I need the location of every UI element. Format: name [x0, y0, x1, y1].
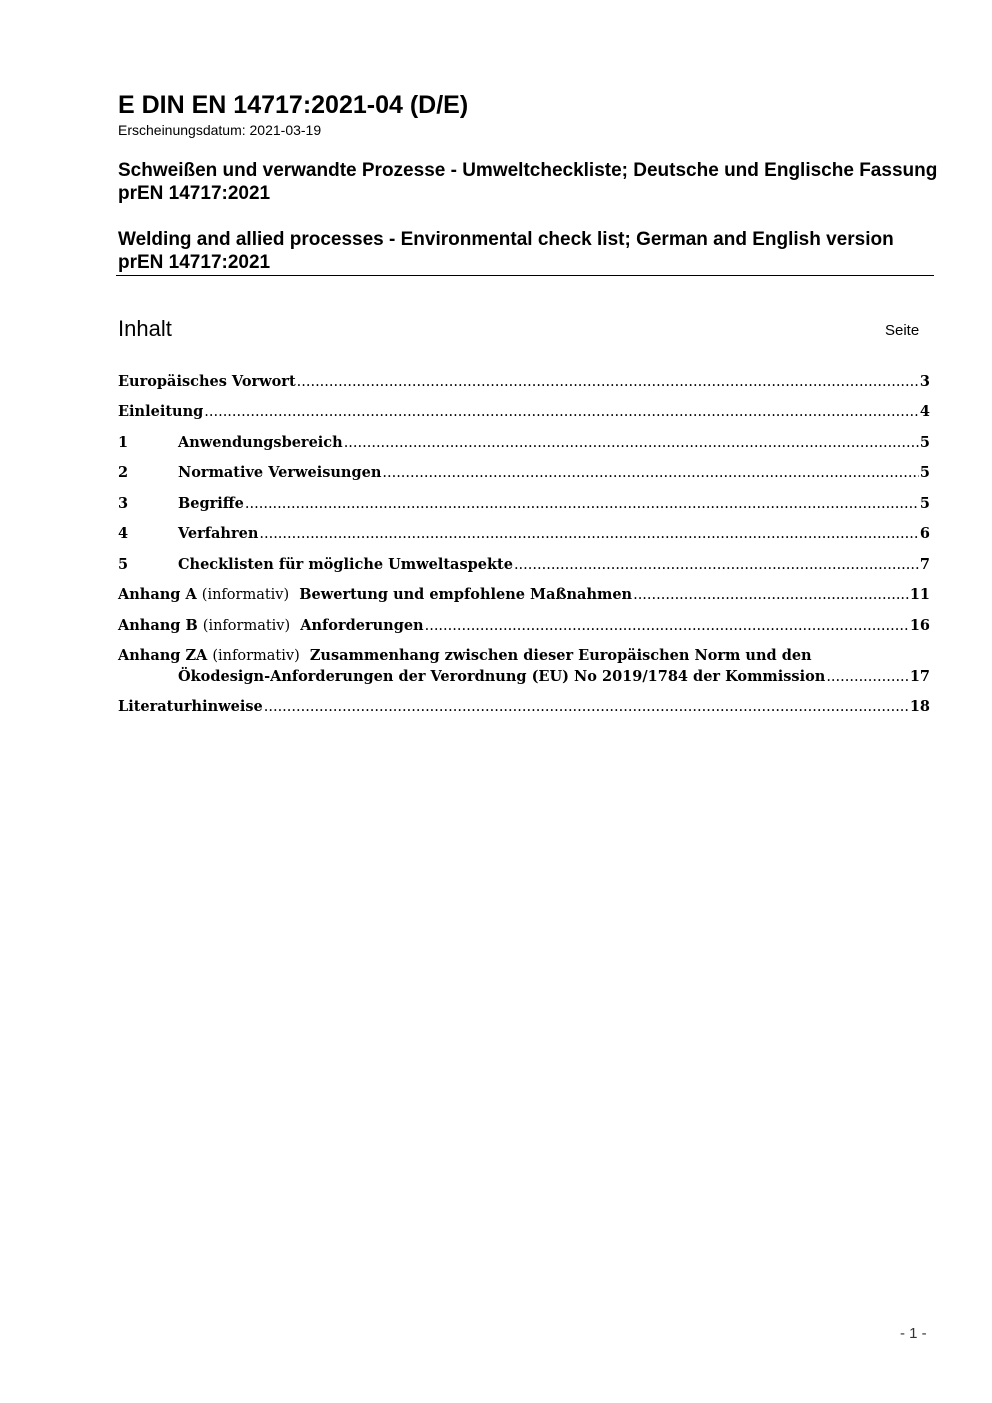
toc-entry-procedure[interactable] [118, 524, 930, 544]
toc-entry-page: 5 [919, 464, 930, 481]
toc-entry-number: 4 [118, 525, 129, 542]
toc-entry-normative-references[interactable] [118, 463, 930, 483]
toc-entry-text: Normative Verweisungen [178, 464, 382, 481]
toc-entry-number: 3 [118, 495, 129, 512]
toc-heading: Inhalt [118, 316, 172, 341]
header-divider [116, 275, 934, 276]
toc-entry-text: Verfahren [178, 525, 259, 542]
page-number: - 1 - [900, 1325, 927, 1342]
toc-entry-foreword[interactable] [118, 372, 930, 392]
toc-leader-dots [204, 402, 919, 422]
toc-leader-dots [633, 585, 909, 605]
toc-entry-page: 7 [919, 556, 930, 573]
toc-entry-number: 1 [118, 434, 129, 451]
publication-date: Erscheinungsdatum: 2021-03-19 [118, 122, 322, 138]
toc-leader-dots [514, 555, 919, 575]
toc-entry-page: 18 [909, 698, 930, 715]
toc-entry-annex-b[interactable] [118, 616, 930, 636]
toc-entry-page: 5 [919, 495, 930, 512]
toc-annex-qualifier: (informativ) [212, 648, 300, 664]
toc-entry-checklists[interactable] [118, 555, 930, 575]
toc-page-label: Seite [885, 322, 920, 339]
toc-entry-page: 6 [919, 525, 930, 542]
toc-entry-bibliography[interactable] [118, 697, 930, 717]
toc-entry-page: 4 [919, 403, 930, 420]
toc-leader-dots [344, 433, 919, 453]
toc-entry-terms[interactable] [118, 494, 930, 514]
toc-entry-text: Einleitung [118, 403, 204, 420]
toc-entry-text: Europäisches Vorwort [118, 373, 296, 390]
toc-entry-introduction[interactable] [118, 402, 930, 422]
toc-entry-number: 5 [118, 556, 129, 573]
toc-entry-text: Literaturhinweise [118, 698, 263, 715]
toc-entry-number: 2 [118, 464, 129, 481]
toc-entry-page: 11 [909, 586, 930, 603]
title-german: Schweißen und verwandte Prozesse - Umweltcheckliste; Deutsche und Englische Fassung prEN 14717:2021 [118, 160, 938, 204]
toc-entry-text: Zusammenhang zwischen dieser Europäischen Norm und den [309, 647, 812, 664]
toc-annex-prefix: Anhang ZA [118, 647, 208, 664]
document-id: E DIN EN 14717:2021-04 (D/E) [118, 91, 469, 119]
toc-entry-page: 3 [919, 373, 930, 390]
toc-leader-dots [382, 463, 919, 483]
toc-leader-dots [425, 616, 909, 636]
toc-leader-dots [245, 494, 919, 514]
toc-entry-page: 17 [909, 668, 930, 685]
toc-entry-text: Bewertung und empfohlene Maßnahmen [299, 586, 633, 603]
toc-entry-annex-a[interactable] [118, 585, 930, 605]
toc-annex-qualifier: (informativ) [201, 587, 290, 603]
toc-entry-text: Anforderungen [300, 617, 424, 634]
toc-leader-dots [259, 524, 919, 544]
toc-annex-prefix: Anhang B [118, 617, 198, 634]
toc-leader-dots [297, 372, 919, 392]
toc-entry-scope[interactable] [118, 433, 930, 453]
toc-annex-qualifier: (informativ) [202, 618, 291, 634]
toc-entry-text: Begriffe [178, 495, 244, 512]
toc-leader-dots [826, 667, 909, 687]
toc-entry-page: 16 [909, 617, 930, 634]
toc-leader-dots [264, 697, 909, 717]
toc-entry-annex-za[interactable] [118, 646, 930, 687]
toc-entry-text: Checklisten für mögliche Umweltaspekte [178, 556, 513, 573]
toc-entry-text-continued: Ökodesign-Anforderungen der Verordnung (EU) No 2019/1784 der Kommission [178, 668, 826, 685]
toc-annex-prefix: Anhang A [118, 586, 197, 603]
toc-entry-text: Anwendungsbereich [178, 434, 343, 451]
toc-entry-page: 5 [919, 434, 930, 451]
title-english: Welding and allied processes - Environmental check list; German and English version prEN 14717:2021 [118, 229, 894, 273]
